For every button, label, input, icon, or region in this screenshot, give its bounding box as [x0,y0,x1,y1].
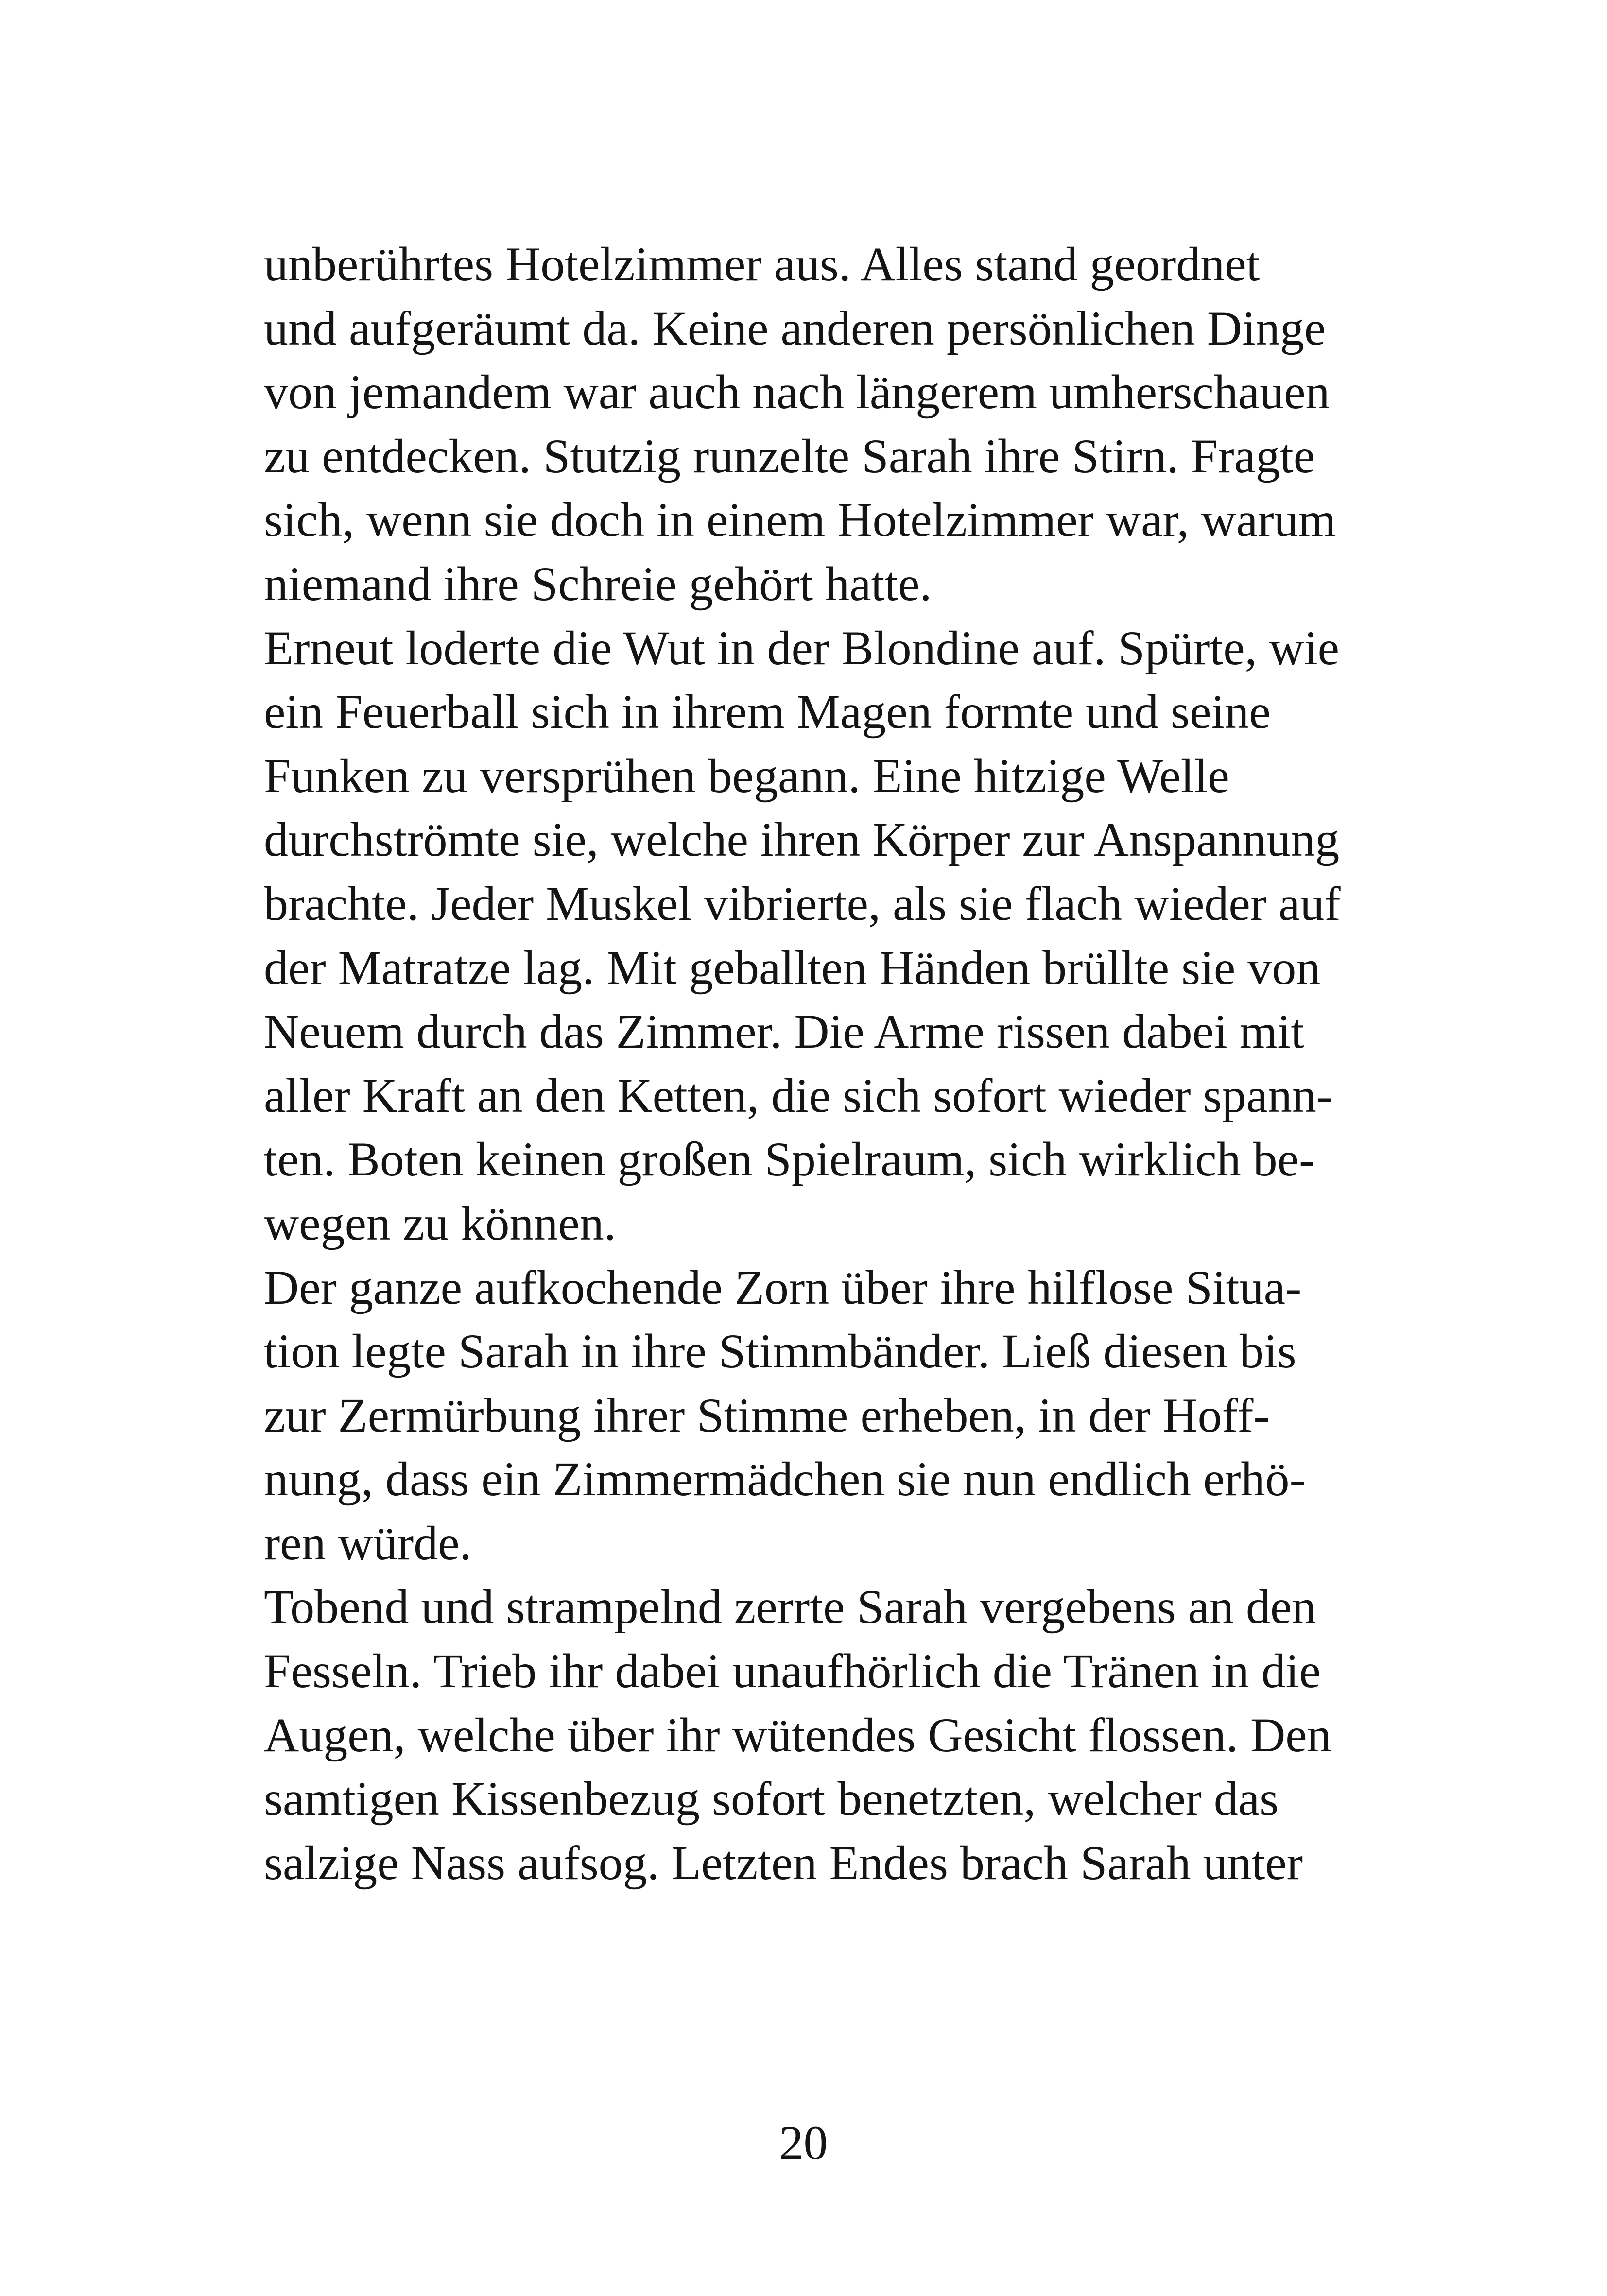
text-line: Funken zu versprühen begann. Eine hitzige Welle [264,748,1229,803]
text-line: zu entdecken. Stutzig runzelte Sarah ihre Stirn. Fragte [264,429,1315,483]
text-line: Augen, welche über ihr wütendes Gesicht flossen. Den [264,1708,1331,1762]
text-line: wegen zu können. [264,1196,616,1250]
text-line: Neuem durch das Zimmer. Die Arme rissen dabei mit [264,1004,1305,1059]
text-line: Erneut loderte die Wut in der Blondine auf. Spürte, wie [264,621,1339,675]
body-text [264,232,1352,1895]
text-line: Fesseln. Trieb ihr dabei unaufhörlich die Tränen in die [264,1644,1321,1698]
text-line: von jemandem war auch nach längerem umherschauen [264,365,1330,419]
text-line: tion legte Sarah in ihre Stimmbänder. Ließ diesen bis [264,1324,1296,1379]
page-number: 20 [779,2116,828,2170]
text-line: aller Kraft an den Ketten, die sich sofort wieder spann- [264,1068,1333,1122]
text-line: ren würde. [264,1516,472,1570]
text-line: durchströmte sie, welche ihren Körper zur Anspannung [264,812,1340,867]
text-line: unberührtes Hotelzimmer aus. Alles stand geordnet [264,237,1260,291]
text-line: samtigen Kissenbezug sofort benetzten, welcher das [264,1772,1279,1826]
text-line: der Matratze lag. Mit geballten Händen brüllte sie von [264,940,1321,995]
text-line: Tobend und strampelnd zerrte Sarah vergebens an den [264,1580,1316,1634]
text-line: brachte. Jeder Muskel vibrierte, als sie flach wieder auf [264,876,1341,931]
text-line: nung, dass ein Zimmermädchen sie nun endlich erhö- [264,1452,1306,1506]
text-line: und aufgeräumt da. Keine anderen persönlichen Dinge [264,301,1326,355]
text-line: ein Feuerball sich in ihrem Magen formte und seine [264,685,1271,739]
text-line: niemand ihre Schreie gehört hatte. [264,556,932,611]
text-line: Der ganze aufkochende Zorn über ihre hilflose Situa- [264,1260,1302,1314]
text-line: ten. Boten keinen großen Spielraum, sich wirklich be- [264,1132,1315,1187]
text-line: salzige Nass aufsog. Letzten Endes brach Sarah unter [264,1835,1303,1890]
text-line: zur Zermürbung ihrer Stimme erheben, in der Hoff- [264,1388,1270,1442]
text-line: sich, wenn sie doch in einem Hotelzimmer war, warum [264,493,1336,547]
